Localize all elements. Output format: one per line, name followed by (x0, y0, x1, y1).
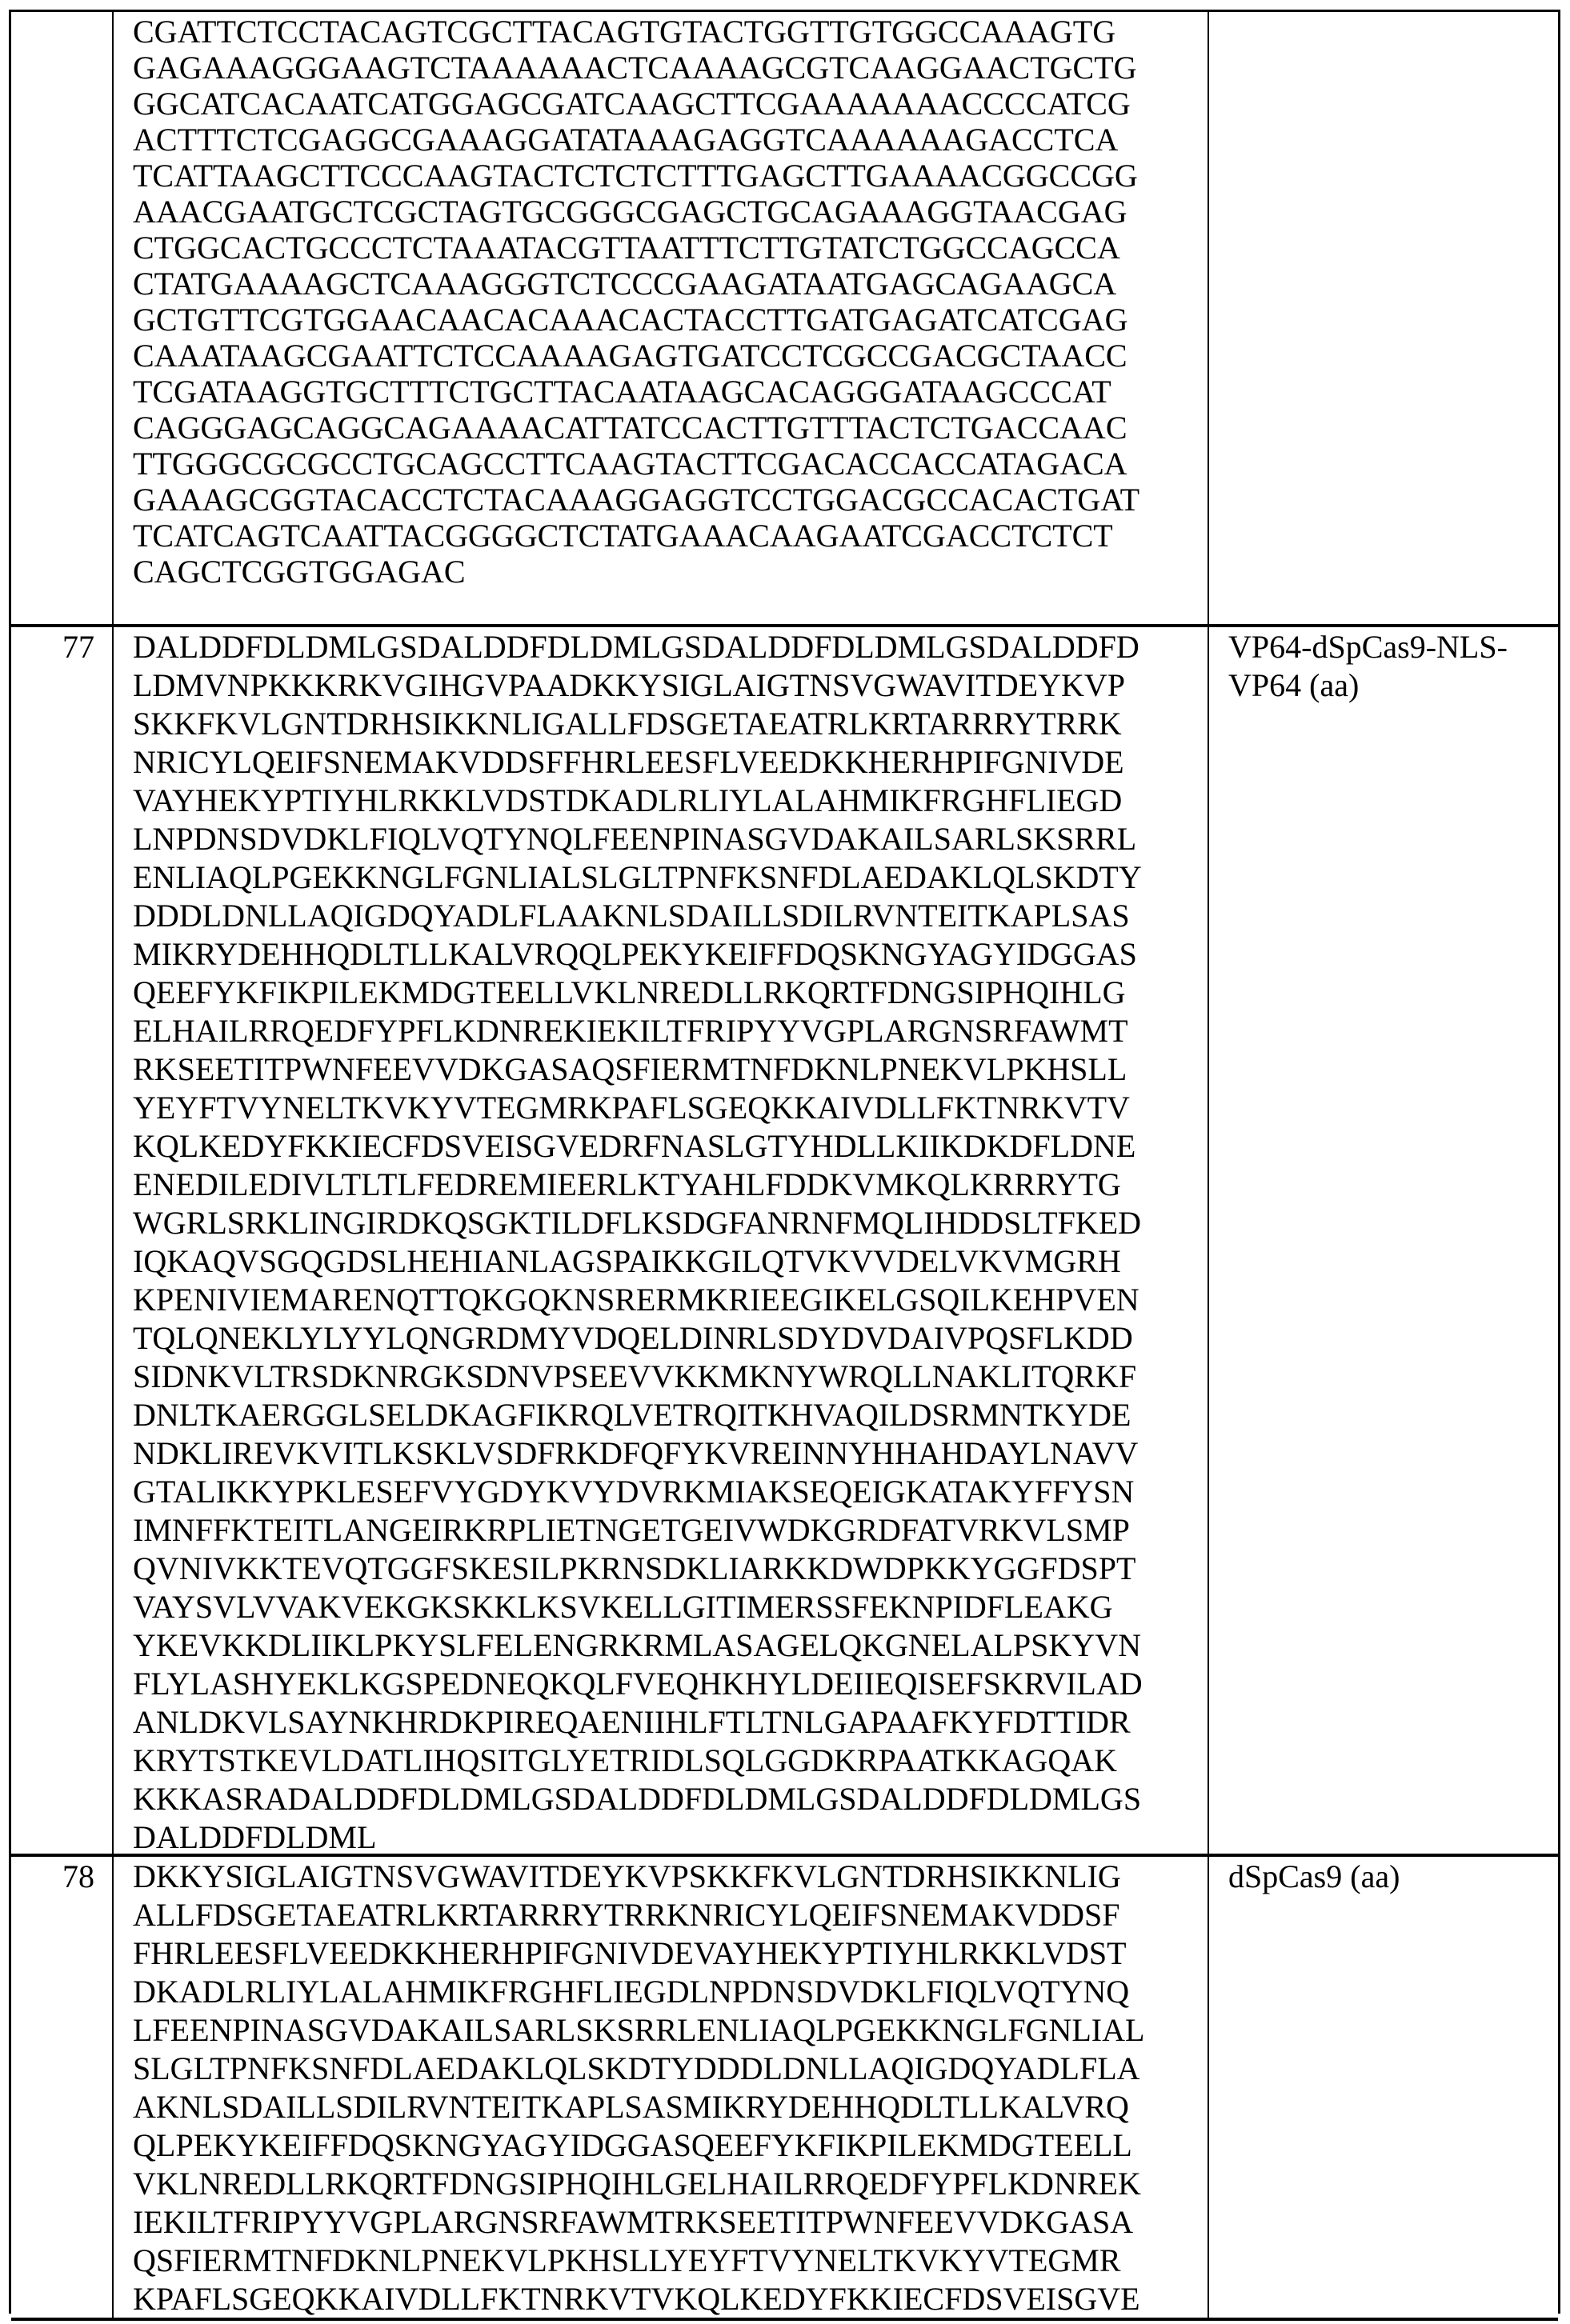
sequence-line: SKKFKVLGNTDRHSIKKNLIGALLFDSGETAEATRLKRTARRRYTRRK (133, 705, 1208, 743)
sequence-line: DALDDFDLDML (133, 1818, 1208, 1857)
sequence-line: KQLKEDYFKKIECFDSVEISGVEDRFNASLGTYHDLLKIIKDKDFLDNE (133, 1127, 1208, 1166)
sequence-line: MIKRYDEHHQDLTLLKALVRQQLPEKYKEIFFDQSKNGYAGYIDGGAS (133, 935, 1208, 974)
sequence-line: CAGGGAGCAGGCAGAAAACATTATCCACTTGTTTACTCTGACCAAC (133, 410, 1208, 446)
sequence-id-cell: 78 (11, 1857, 114, 2318)
description-line: dSpCas9 (aa) (1228, 1858, 1558, 1896)
sequence-line: DALDDFDLDMLGSDALDDFDLDMLGSDALDDFDLDMLGSDALDDFD (133, 628, 1208, 666)
sequence-line: IMNFFKTEITLANGEIRKRPLIETNGETGEIVWDKGRDFATVRKVLSMP (133, 1511, 1208, 1550)
sequence-line: CTATGAAAAGCTCAAAGGGTCTCCCGAAGATAATGAGCAGAAGCA (133, 266, 1208, 302)
sequence-id-cell (11, 12, 114, 624)
table-row (11, 12, 1558, 627)
sequence-line: KPAFLSGEQKKAIVDLLFKTNRKVTVKQLKEDYFKKIECFDSVEISGVE (133, 2280, 1208, 2318)
description-line: VP64-dSpCas9-NLS- (1228, 628, 1558, 666)
sequence-line: NRICYLQEIFSNEMAKVDDSFFHRLEESFLVEEDKKHERHPIFGNIVDE (133, 743, 1208, 782)
description-cell (1209, 1857, 1558, 2318)
sequence-line: ENEDILEDIVLTLTLFEDREMIEERLKTYAHLFDDKVMKQLKRRRYTG (133, 1166, 1208, 1204)
sequence-line: ACTTTCTCGAGGCGAAAGGATATAAAGAGGTCAAAAAAGACCTCA (133, 122, 1208, 158)
sequence-line: LDMVNPKKKRKVGIHGVPAADKKYSIGLAIGTNSVGWAVITDEYKVP (133, 666, 1208, 705)
sequence-line: LFEENPINASGVDAKAILSARLSKSRRLENLIAQLPGEKKNGLFGNLIAL (133, 2011, 1208, 2050)
sequence-line: YEYFTVYNELTKVKYVTEGMRKPAFLSGEQKKAIVDLLFKTNRKVTV (133, 1089, 1208, 1127)
sequence-line: QLPEKYKEIFFDQSKNGYAGYIDGGASQEEFYKFIKPILEKMDGTEELL (133, 2126, 1208, 2165)
sequence-line: ALLFDSGETAEATRLKRTARRRYTRRKNRICYLQEIFSNEMAKVDDSF (133, 1896, 1208, 1934)
sequence-line: VKLNREDLLRKQRTFDNGSIPHQIHLGELHAILRRQEDFYPFLKDNREK (133, 2165, 1208, 2203)
sequence-line: DDDLDNLLAQIGDQYADLFLAAKNLSDAILLSDILRVNTEITKAPLSAS (133, 897, 1208, 935)
sequence-line: CAGCTCGGTGGAGAC (133, 554, 1208, 590)
sequence-line: FHRLEESFLVEEDKKHERHPIFGNIVDEVAYHEKYPTIYHLRKKLVDST (133, 1934, 1208, 1973)
sequence-line: GGCATCACAATCATGGAGCGATCAAGCTTCGAAAAAAACCCCATCG (133, 86, 1208, 122)
sequence-line: AAACGAATGCTCGCTAGTGCGGGCGAGCTGCAGAAAGGTAACGAG (133, 194, 1208, 230)
sequence-line: GAAAGCGGTACACCTCTACAAAGGAGGTCCTGGACGCCACACTGAT (133, 482, 1208, 518)
sequence-line: ELHAILRRQEDFYPFLKDNREKIEKILTFRIPYYVGPLARGNSRFAWMT (133, 1012, 1208, 1050)
sequence-line: RKSEETITPWNFEEVVDKGASAQSFIERMTNFDKNLPNEKVLPKHSLL (133, 1050, 1208, 1089)
sequence-line: QEEFYKFIKPILEKMDGTEELLVKLNREDLLRKQRTFDNGSIPHQIHLG (133, 974, 1208, 1012)
sequence-table (9, 10, 1560, 2314)
description-line: VP64 (aa) (1228, 666, 1558, 705)
sequence-line: TTGGGCGCGCCTGCAGCCTTCAAGTACTTCGACACCACCATAGACA (133, 446, 1208, 482)
sequence-line: YKEVKKDLIIKLPKYSLFELENGRKRMLASAGELQKGNELALPSKYVN (133, 1626, 1208, 1665)
sequence-line: CTGGCACTGCCCTCTAAATACGTTAATTTCTTGTATCTGGCCAGCCA (133, 230, 1208, 266)
description-cell (1209, 627, 1558, 1854)
sequence-line: VAYHEKYPTIYHLRKKLVDSTDKADLRLIYLALAHMIKFRGHFLIEGD (133, 782, 1208, 820)
sequence-line: IEKILTFRIPYYVGPLARGNSRFAWMTRKSEETITPWNFEEVVDKGASA (133, 2203, 1208, 2242)
sequence-line: GTALIKKYPKLESEFVYGDYKVYDVRKMIAKSEQEIGKATAKYFFYSN (133, 1473, 1208, 1511)
sequence-cell (114, 12, 1209, 624)
table-row (11, 627, 1558, 1857)
sequence-line: GAGAAAGGGAAGTCTAAAAAACTCAAAAGCGTCAAGGAACTGCTG (133, 50, 1208, 86)
sequence-line: VAYSVLVVAKVEKGKSKKLKSVKELLGITIMERSSFEKNPIDFLEAKG (133, 1588, 1208, 1626)
sequence-line: ENLIAQLPGEKKNGLFGNLIALSLGLTPNFKSNFDLAEDAKLQLSKDTY (133, 858, 1208, 897)
sequence-line: KKKASRADALDDFDLDMLGSDALDDFDLDMLGSDALDDFDLDMLGS (133, 1780, 1208, 1818)
sequence-line: CGATTCTCCTACAGTCGCTTACAGTGTACTGGTTGTGGCCAAAGTG (133, 14, 1208, 50)
sequence-line: SLGLTPNFKSNFDLAEDAKLQLSKDTYDDDLDNLLAQIGDQYADLFLA (133, 2050, 1208, 2088)
sequence-line: DKADLRLIYLALAHMIKFRGHFLIEGDLNPDNSDVDKLFIQLVQTYNQ (133, 1973, 1208, 2011)
sequence-line: KRYTSTKEVLDATLIHQSITGLYETRIDLSQLGGDKRPAATKKAGQAK (133, 1742, 1208, 1780)
sequence-line: TCGATAAGGTGCTTTCTGCTTACAATAAGCACAGGGATAAGCCCAT (133, 374, 1208, 410)
sequence-line: FLYLASHYEKLKGSPEDNEQKQLFVEQHKHYLDEIIEQISEFSKRVILAD (133, 1665, 1208, 1703)
sequence-line: GCTGTTCGTGGAACAACACAAACACTACCTTGATGAGATCATCGAG (133, 302, 1208, 338)
sequence-line: TCATTAAGCTTCCCAAGTACTCTCTCTTTGAGCTTGAAAACGGCCGG (133, 158, 1208, 194)
sequence-line: ANLDKVLSAYNKHRDKPIREQAENIIHLFTLTNLGAPAAFKYFDTTIDR (133, 1703, 1208, 1742)
sequence-line: WGRLSRKLINGIRDKQSGKTILDFLKSDGFANRNFMQLIHDDSLTFKED (133, 1204, 1208, 1242)
description-cell (1209, 12, 1558, 624)
sequence-line: TQLQNEKLYLYYLQNGRDMYVDQELDINRLSDYDVDAIVPQSFLKDD (133, 1319, 1208, 1358)
table-row (11, 1857, 1558, 2321)
sequence-line: KPENIVIEMARENQTTQKGQKNSRERMKRIEEGIKELGSQILKEHPVEN (133, 1281, 1208, 1319)
sequence-line: IQKAQVSGQGDSLHEHIANLAGSPAIKKGILQTVKVVDELVKVMGRH (133, 1242, 1208, 1281)
sequence-line: NDKLIREVKVITLKSKLVSDFRKDFQFYKVREINNYHHAHDAYLNAVV (133, 1434, 1208, 1473)
sequence-line: AKNLSDAILLSDILRVNTEITKAPLSASMIKRYDEHHQDLTLLKALVRQ (133, 2088, 1208, 2126)
sequence-line: QSFIERMTNFDKNLPNEKVLPKHSLLYEYFTVYNELTKVKYVTEGMR (133, 2242, 1208, 2280)
sequence-line: TCATCAGTCAATTACGGGGCTCTATGAAACAAGAATCGACCTCTCT (133, 518, 1208, 554)
sequence-line: DKKYSIGLAIGTNSVGWAVITDEYKVPSKKFKVLGNTDRHSIKKNLIG (133, 1858, 1208, 1896)
sequence-line: DNLTKAERGGLSELDKAGFIKRQLVETRQITKHVAQILDSRMNTKYDE (133, 1396, 1208, 1434)
sequence-cell (114, 627, 1209, 1854)
sequence-line: LNPDNSDVDKLFIQLVQTYNQLFEENPINASGVDAKAILSARLSKSRRL (133, 820, 1208, 858)
sequence-line: CAAATAAGCGAATTCTCCAAAAGAGTGATCCTCGCCGACGCTAACC (133, 338, 1208, 374)
sequence-line: SIDNKVLTRSDKNRGKSDNVPSEEVVKKMKNYWRQLLNAKLITQRKF (133, 1358, 1208, 1396)
sequence-id-cell: 77 (11, 627, 114, 1854)
sequence-line: QVNIVKKTEVQTGGFSKESILPKRNSDKLIARKKDWDPKKYGGFDSPT (133, 1550, 1208, 1588)
sequence-cell (114, 1857, 1209, 2318)
